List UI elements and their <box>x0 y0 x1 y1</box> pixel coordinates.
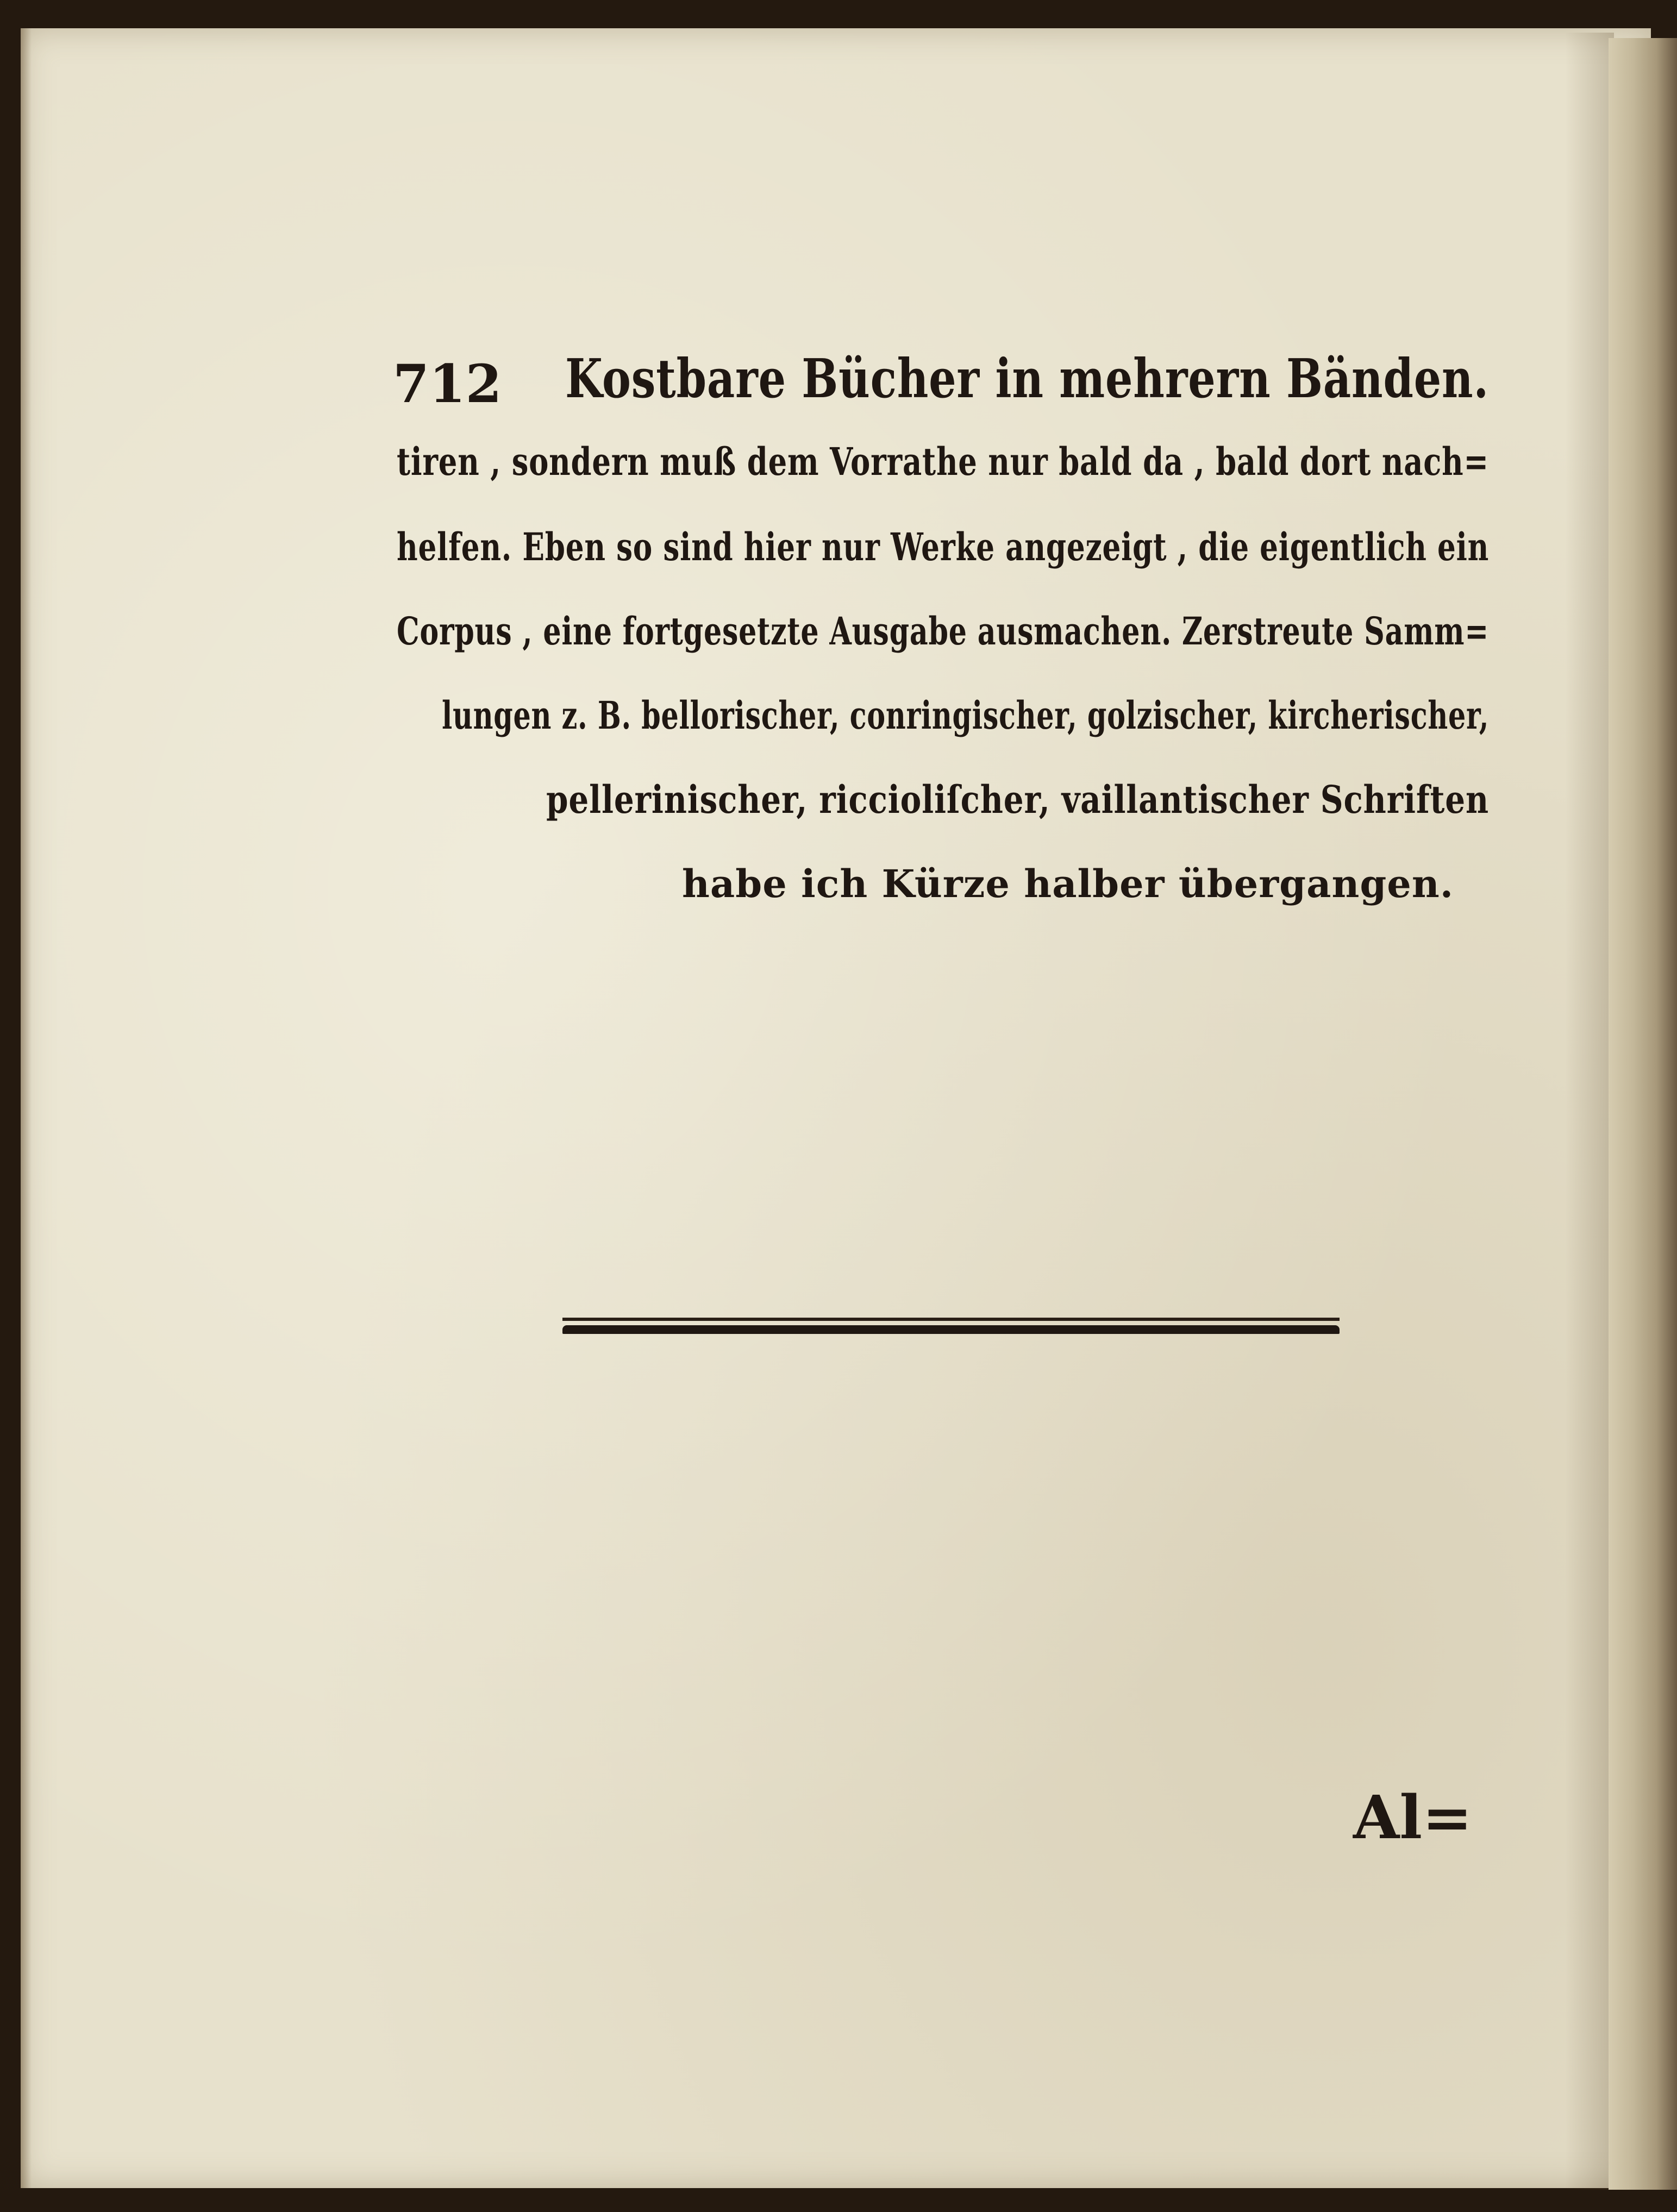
body-line: lungen z. B. bellorischer, conringischer, golzischer, kircherischer, <box>442 693 1490 738</box>
section-divider-rule <box>562 1318 1340 1339</box>
page-stack-edge <box>1609 38 1677 2190</box>
body-line: tiren , sondern muß dem Vorrathe nur bald da , bald dort nach= <box>397 439 1489 484</box>
divider-thick-line <box>562 1325 1340 1334</box>
page-right-shadow <box>1565 33 1614 2190</box>
running-title: Kostbare Bücher in mehrern Bänden. <box>565 348 1489 410</box>
page-number: 712 <box>393 353 502 415</box>
body-line: Corpus , eine fortgesetzte Ausgabe ausmachen. Zerstreute Samm= <box>397 609 1489 654</box>
catchword: Al= <box>1353 1782 1473 1852</box>
body-line: habe ich Kürze halber übergangen. <box>682 861 1454 906</box>
body-line: pellerinischer, riccioliſcher, vaillantischer Schriften <box>546 777 1489 822</box>
divider-thin-line <box>562 1318 1340 1321</box>
body-line: helfen. Eben so sind hier nur Werke angezeigt , die eigentlich ein <box>397 524 1490 569</box>
page-left-edge-shadow <box>21 28 32 2188</box>
